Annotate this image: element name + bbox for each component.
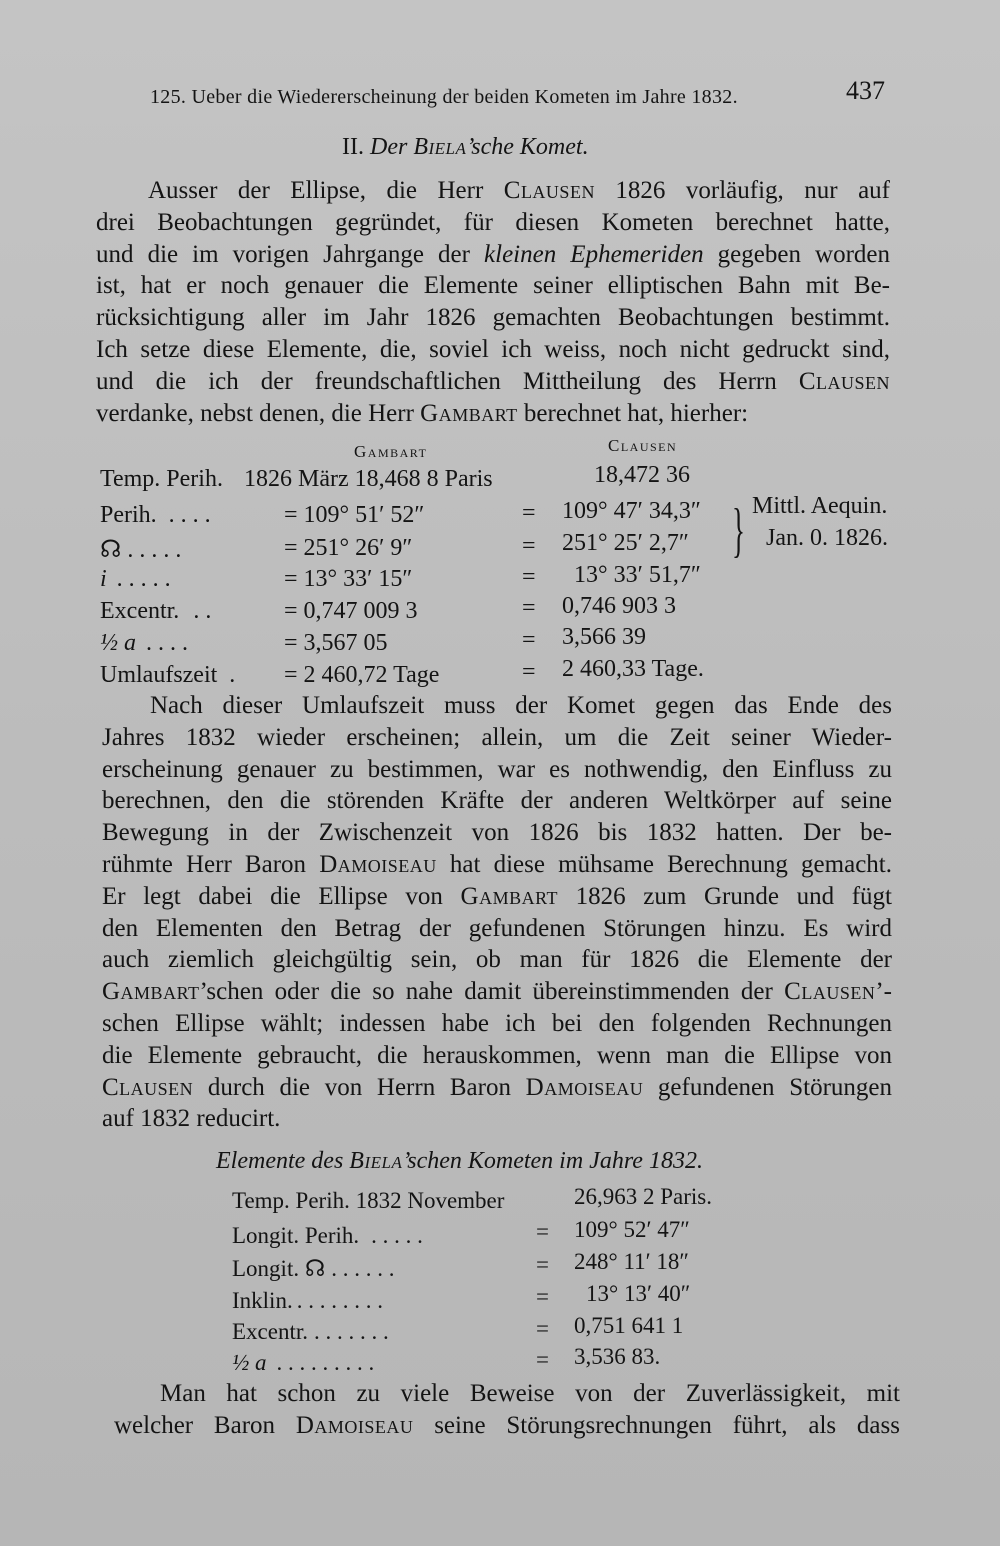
- table1-gambart-value: = 109° 51′ 52″: [284, 502, 425, 528]
- table1-eq: =: [522, 595, 536, 621]
- table1-row: Perih. . . . .: [100, 502, 211, 528]
- section-title: II. Der Biela’sche Komet.: [342, 134, 589, 160]
- text-line: rühmte Herr Baron Damoiseau hat diese mühsame Berechnung gemacht.: [102, 850, 892, 878]
- table1-gambart-value: = 13° 33′ 15″: [284, 566, 413, 592]
- text-line: Jahres 1832 wieder erscheinen; allein, um die Zeit seiner Wieder-: [102, 723, 892, 751]
- table2-caption: Elemente des Biela’schen Kometen im Jahre 1832.: [216, 1148, 703, 1174]
- column-head-gambart: Gambart: [354, 442, 428, 461]
- table1-gambart-value: = 2 460,72 Tage: [284, 662, 440, 688]
- table1-clausen-value: 2 460,33 Tage.: [562, 656, 704, 682]
- brace-symbol: }: [732, 497, 745, 563]
- text-line: erscheinung genauer zu bestimmen, war es nothwendig, den Einfluss zu: [102, 755, 892, 783]
- text-line: schen Ellipse wählt; indessen habe ich bei den folgenden Rechnungen: [102, 1009, 892, 1037]
- table2-row: ½ a . . . . . . . . .: [232, 1350, 375, 1375]
- paragraph-3: [114, 1378, 900, 1442]
- table1-row: Temp. Perih.: [100, 466, 223, 492]
- table2-value: 248° 11′ 18″: [574, 1249, 689, 1274]
- text-line: ist, hat er noch genauer die Elemente seiner elliptischen Bahn mit Be-: [96, 272, 890, 300]
- table1-clausen-value: 0,746 903 3: [562, 593, 676, 619]
- running-header: [150, 86, 738, 109]
- table1-gambart-value: = 0,747 009 3: [284, 598, 418, 624]
- table2-row: Longit. ☊ . . . . . .: [232, 1256, 395, 1281]
- table1-eq: =: [522, 627, 536, 653]
- table1-gambart-value: = 3,567 05: [284, 630, 388, 656]
- table2-value: 0,751 641 1: [574, 1313, 684, 1338]
- text-line: den Elementen den Betrag der gefundenen Störungen hinzu. Es wird: [102, 914, 892, 942]
- text-line: rücksichtigung aller im Jahr 1826 gemachten Beobachtungen bestimmt.: [96, 304, 890, 332]
- text-line: Man hat schon zu viele Beweise von der Zuverlässigkeit, mit: [160, 1380, 900, 1407]
- table2-row: Longit. Perih. . . . . .: [232, 1223, 423, 1248]
- text-line: und die im vorigen Jahrgange der kleinen Ephemeriden gegeben worden: [96, 240, 891, 268]
- paragraph-2: [102, 690, 892, 1135]
- table1-clausen-value: 13° 33′ 51,7″: [574, 562, 701, 588]
- column-head-clausen: Clausen: [608, 436, 678, 455]
- running-title: 125. Ueber die Wiedererscheinung der beiden Kometen im Jahre 1832.: [150, 86, 738, 108]
- table1-note-equinox: Mittl. Aequin.: [752, 493, 888, 519]
- text-line: drei Beobachtungen gegründet, für diesen Kometen berechnet hatte,: [96, 208, 890, 236]
- table1-row: ☊ . . . . .: [100, 537, 182, 563]
- table2-eq: =: [536, 1284, 549, 1309]
- table1-eq: =: [522, 564, 536, 590]
- text-line: verdanke, nebst denen, die Herr Gambart berechnet hat, hierher:: [96, 399, 749, 427]
- table1-row: i . . . . .: [100, 566, 171, 592]
- text-line: und die ich der freundschaftlichen Mittheilung des Herrn Clausen: [96, 367, 890, 395]
- text-line: auch ziemlich gleichgültig sein, ob man für 1826 die Elemente der: [102, 946, 892, 974]
- table1-clausen-value: 18,472 36: [594, 462, 690, 488]
- text-line: Clausen durch die von Herrn Baron Damoiseau gefundenen Störungen: [102, 1073, 892, 1101]
- text-line: auf 1832 reducirt.: [102, 1105, 281, 1133]
- text-line: Ausser der Ellipse, die Herr Clausen 1826 vorläufig, nur auf: [148, 177, 890, 204]
- table2-eq: =: [536, 1219, 549, 1244]
- text-line: Gambart’schen oder die so nahe damit übereinstimmenden der Clausen’-: [102, 978, 892, 1006]
- text-line: Nach dieser Umlaufszeit muss der Komet gegen das Ende des: [150, 692, 892, 719]
- table2-value: 3,536 83.: [574, 1344, 661, 1369]
- text-line: berechnen, den die störenden Kräfte der anderen Weltkörper auf seine: [102, 787, 892, 815]
- table2-eq: =: [536, 1316, 549, 1341]
- table2-row: Excentr. . . . . . . .: [232, 1319, 389, 1344]
- text-line: Er legt dabei die Ellipse von Gambart 1826 zum Grunde und fügt: [102, 882, 892, 910]
- text-line: die Elemente gebraucht, die herauskommen, wenn man die Ellipse von: [102, 1041, 892, 1069]
- page-number: 437: [846, 76, 885, 105]
- table1-row: Excentr. . .: [100, 598, 212, 624]
- table1-note-date: Jan. 0. 1826.: [766, 525, 888, 551]
- table1-eq: =: [522, 500, 536, 526]
- text-line: welcher Baron Damoiseau seine Störungsrechnungen führt, als dass: [114, 1411, 900, 1439]
- table2-value: 109° 52′ 47″: [574, 1217, 690, 1242]
- table2-value: 13° 13′ 40″: [586, 1281, 691, 1306]
- table1-clausen-value: 3,566 39: [562, 624, 646, 650]
- table2-row: Inklin. . . . . . . . .: [232, 1288, 383, 1313]
- table1-gambart-value: = 251° 26′ 9″: [284, 535, 413, 561]
- table1-gambart-value: 1826 März 18,468 8 Paris: [244, 466, 493, 492]
- table1-clausen-value: 251° 25′ 2,7″: [562, 530, 689, 556]
- table1-eq: =: [522, 533, 536, 559]
- text-line: Ich setze diese Elemente, die, soviel ich weiss, noch nicht gedruckt sind,: [96, 335, 890, 363]
- table2-eq: =: [536, 1252, 549, 1277]
- text-line: Bewegung in der Zwischenzeit von 1826 bis 1832 hatten. Der be-: [102, 819, 892, 847]
- paragraph-1: [96, 175, 890, 429]
- table2-eq: =: [536, 1347, 549, 1372]
- table2-row: Temp. Perih. 1832 November: [232, 1188, 505, 1213]
- table2-value: 26,963 2 Paris.: [574, 1184, 712, 1209]
- table1-clausen-value: 109° 47′ 34,3″: [562, 498, 701, 524]
- table1-eq: =: [522, 659, 536, 685]
- table1-row: Umlaufszeit .: [100, 662, 236, 688]
- table1-row: ½ a . . . .: [100, 630, 188, 656]
